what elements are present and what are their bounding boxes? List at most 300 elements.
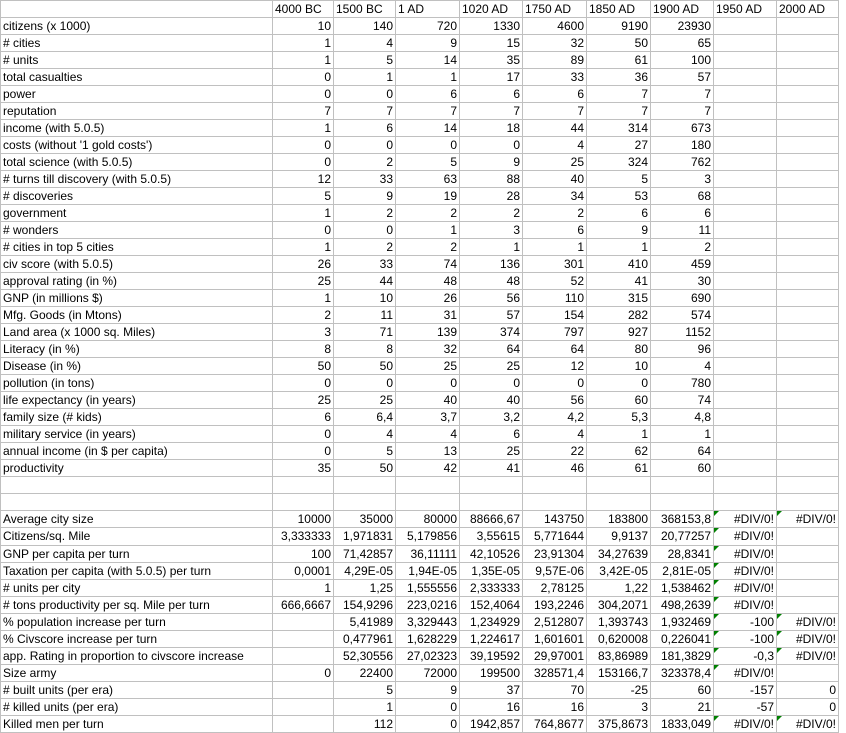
value-cell[interactable]: 15 — [460, 35, 523, 52]
value-cell[interactable] — [777, 103, 839, 120]
value-cell[interactable]: 83,86989 — [587, 647, 651, 664]
value-cell[interactable]: 1 — [396, 222, 460, 239]
column-header[interactable]: 2000 AD — [777, 1, 839, 18]
row-label-cell[interactable]: Literacy (in %) — [1, 341, 273, 358]
value-cell[interactable] — [777, 307, 839, 324]
row-label-cell[interactable]: # turns till discovery (with 5.0.5) — [1, 171, 273, 188]
value-cell[interactable]: 1,25 — [334, 579, 396, 596]
value-cell[interactable] — [714, 290, 777, 307]
value-cell[interactable]: 410 — [587, 256, 651, 273]
row-label-cell[interactable]: Killed men per turn — [1, 715, 273, 732]
value-cell[interactable] — [714, 426, 777, 443]
value-cell[interactable]: 8 — [334, 341, 396, 358]
value-cell[interactable]: 574 — [651, 307, 714, 324]
value-cell[interactable]: 4600 — [523, 18, 587, 35]
column-header[interactable]: 1020 AD — [460, 1, 523, 18]
value-cell[interactable]: 199500 — [460, 664, 523, 681]
row-label-cell[interactable]: # tons productivity per sq. Mile per turn — [1, 596, 273, 613]
value-cell[interactable]: 41 — [587, 273, 651, 290]
value-cell[interactable]: 28 — [460, 188, 523, 205]
value-cell[interactable]: 1 — [273, 120, 334, 137]
value-cell[interactable] — [651, 494, 714, 511]
value-cell[interactable]: 301 — [523, 256, 587, 273]
value-cell[interactable]: 12 — [523, 358, 587, 375]
value-cell[interactable] — [273, 613, 334, 630]
value-cell[interactable]: 29,97001 — [523, 647, 587, 664]
value-cell[interactable] — [777, 120, 839, 137]
value-cell[interactable] — [273, 681, 334, 698]
value-cell[interactable]: 50 — [587, 35, 651, 52]
value-cell[interactable]: 22400 — [334, 664, 396, 681]
value-cell[interactable]: 1,94E-05 — [396, 562, 460, 579]
value-cell[interactable]: 193,2246 — [523, 596, 587, 613]
value-cell[interactable]: 1,628229 — [396, 630, 460, 647]
value-cell[interactable]: 0 — [777, 698, 839, 715]
value-cell[interactable]: 183800 — [587, 511, 651, 528]
column-header[interactable]: 1950 AD — [714, 1, 777, 18]
value-cell[interactable]: 6,4 — [334, 409, 396, 426]
value-cell[interactable]: 48 — [396, 273, 460, 290]
value-cell[interactable]: 0,0001 — [273, 562, 334, 579]
value-cell[interactable]: 4 — [651, 358, 714, 375]
value-cell[interactable]: 25 — [460, 358, 523, 375]
value-cell[interactable]: 0 — [334, 137, 396, 154]
value-cell[interactable]: 6 — [587, 205, 651, 222]
value-cell[interactable]: 44 — [523, 120, 587, 137]
value-cell[interactable]: 1 — [587, 239, 651, 256]
value-cell[interactable]: 0 — [334, 375, 396, 392]
value-cell[interactable]: 4,8 — [651, 409, 714, 426]
row-label-cell[interactable]: Disease (in %) — [1, 358, 273, 375]
value-cell[interactable]: 19 — [396, 188, 460, 205]
value-cell[interactable]: 1152 — [651, 324, 714, 341]
value-cell[interactable]: 0 — [273, 69, 334, 86]
value-cell[interactable]: 5 — [273, 188, 334, 205]
error-cell[interactable]: #DIV/0! — [714, 664, 777, 681]
value-cell[interactable]: 0 — [273, 375, 334, 392]
value-cell[interactable]: 5,3 — [587, 409, 651, 426]
value-cell[interactable]: 136 — [460, 256, 523, 273]
column-header[interactable]: 1500 BC — [334, 1, 396, 18]
value-cell[interactable]: 70 — [523, 681, 587, 698]
row-label-cell[interactable]: Taxation per capita (with 5.0.5) per turn — [1, 562, 273, 579]
value-cell[interactable]: 0 — [460, 137, 523, 154]
value-cell[interactable]: 16 — [460, 698, 523, 715]
value-cell[interactable] — [714, 69, 777, 86]
value-cell[interactable]: 89 — [523, 52, 587, 69]
value-cell[interactable] — [777, 205, 839, 222]
value-cell[interactable] — [714, 358, 777, 375]
error-cell[interactable]: #DIV/0! — [714, 545, 777, 562]
value-cell[interactable]: 28,8341 — [651, 545, 714, 562]
value-cell[interactable] — [777, 426, 839, 443]
value-cell[interactable]: 23,91304 — [523, 545, 587, 562]
value-cell[interactable]: 6 — [523, 222, 587, 239]
value-cell[interactable]: 48 — [460, 273, 523, 290]
value-cell[interactable]: 1 — [273, 579, 334, 596]
value-cell[interactable]: 154 — [523, 307, 587, 324]
value-cell[interactable]: 6 — [651, 205, 714, 222]
value-cell[interactable]: -57 — [714, 698, 777, 715]
row-label-cell[interactable]: # cities in top 5 cities — [1, 239, 273, 256]
value-cell[interactable] — [777, 341, 839, 358]
value-cell[interactable]: 25 — [273, 273, 334, 290]
value-cell[interactable]: 315 — [587, 290, 651, 307]
value-cell[interactable]: 3,7 — [396, 409, 460, 426]
value-cell[interactable]: 3,329443 — [396, 613, 460, 630]
value-cell[interactable]: 44 — [334, 273, 396, 290]
value-cell[interactable]: 64 — [460, 341, 523, 358]
value-cell[interactable]: 2 — [460, 205, 523, 222]
value-cell[interactable] — [714, 52, 777, 69]
value-cell[interactable]: 52 — [523, 273, 587, 290]
value-cell[interactable]: 6 — [460, 86, 523, 103]
value-cell[interactable] — [777, 273, 839, 290]
value-cell[interactable]: 57 — [651, 69, 714, 86]
value-cell[interactable]: 223,0216 — [396, 596, 460, 613]
row-label-cell[interactable]: productivity — [1, 460, 273, 477]
value-cell[interactable]: 71 — [334, 324, 396, 341]
value-cell[interactable]: 30 — [651, 273, 714, 290]
value-cell[interactable]: 40 — [460, 392, 523, 409]
value-cell[interactable] — [273, 698, 334, 715]
value-cell[interactable]: 328571,4 — [523, 664, 587, 681]
value-cell[interactable]: 323378,4 — [651, 664, 714, 681]
value-cell[interactable] — [777, 545, 839, 562]
value-cell[interactable] — [777, 18, 839, 35]
value-cell[interactable] — [777, 460, 839, 477]
value-cell[interactable]: 10000 — [273, 511, 334, 528]
row-label-cell[interactable]: % population increase per turn — [1, 613, 273, 630]
value-cell[interactable]: 304,2071 — [587, 596, 651, 613]
value-cell[interactable] — [777, 171, 839, 188]
value-cell[interactable]: 143750 — [523, 511, 587, 528]
value-cell[interactable]: 0 — [460, 375, 523, 392]
value-cell[interactable]: 50 — [273, 358, 334, 375]
value-cell[interactable] — [777, 256, 839, 273]
row-label-cell[interactable]: civ score (with 5.0.5) — [1, 256, 273, 273]
value-cell[interactable]: 64 — [523, 341, 587, 358]
column-header[interactable]: 4000 BC — [273, 1, 334, 18]
value-cell[interactable] — [777, 579, 839, 596]
error-cell[interactable]: #DIV/0! — [714, 715, 777, 732]
row-label-cell[interactable]: Size army — [1, 664, 273, 681]
value-cell[interactable] — [714, 103, 777, 120]
value-cell[interactable]: 9,9137 — [587, 528, 651, 545]
value-cell[interactable]: 1,555556 — [396, 579, 460, 596]
row-label-cell[interactable]: total science (with 5.0.5) — [1, 154, 273, 171]
value-cell[interactable] — [714, 256, 777, 273]
value-cell[interactable]: 1,601601 — [523, 630, 587, 647]
value-cell[interactable]: 65 — [651, 35, 714, 52]
value-cell[interactable] — [273, 630, 334, 647]
value-cell[interactable]: 50 — [334, 460, 396, 477]
row-label-cell[interactable]: Average city size — [1, 511, 273, 528]
value-cell[interactable]: 0 — [396, 137, 460, 154]
error-cell[interactable]: -0,3 — [714, 647, 777, 664]
value-cell[interactable]: 40 — [523, 171, 587, 188]
value-cell[interactable]: 20,77257 — [651, 528, 714, 545]
value-cell[interactable]: 7 — [587, 86, 651, 103]
value-cell[interactable]: 23930 — [651, 18, 714, 35]
value-cell[interactable]: 0,620008 — [587, 630, 651, 647]
value-cell[interactable] — [777, 443, 839, 460]
value-cell[interactable]: 56 — [523, 392, 587, 409]
value-cell[interactable]: 41 — [460, 460, 523, 477]
value-cell[interactable] — [777, 324, 839, 341]
value-cell[interactable]: 1833,049 — [651, 715, 714, 732]
value-cell[interactable]: 88 — [460, 171, 523, 188]
value-cell[interactable] — [777, 154, 839, 171]
value-cell[interactable]: 4 — [523, 137, 587, 154]
value-cell[interactable]: 72000 — [396, 664, 460, 681]
value-cell[interactable]: 927 — [587, 324, 651, 341]
value-cell[interactable]: 1,35E-05 — [460, 562, 523, 579]
row-label-cell[interactable]: GNP per capita per turn — [1, 545, 273, 562]
value-cell[interactable] — [777, 494, 839, 511]
value-cell[interactable]: 9,57E-06 — [523, 562, 587, 579]
value-cell[interactable]: 71,42857 — [334, 545, 396, 562]
value-cell[interactable]: 25 — [523, 154, 587, 171]
value-cell[interactable]: 7 — [651, 86, 714, 103]
value-cell[interactable]: 1,234929 — [460, 613, 523, 630]
value-cell[interactable]: 5 — [587, 171, 651, 188]
value-cell[interactable]: 1 — [396, 69, 460, 86]
value-cell[interactable]: 5,41989 — [334, 613, 396, 630]
value-cell[interactable]: 112 — [334, 715, 396, 732]
value-cell[interactable]: 2 — [396, 205, 460, 222]
value-cell[interactable]: 139 — [396, 324, 460, 341]
column-header[interactable]: 1900 AD — [651, 1, 714, 18]
value-cell[interactable] — [714, 307, 777, 324]
value-cell[interactable]: 180 — [651, 137, 714, 154]
value-cell[interactable]: 0 — [396, 698, 460, 715]
value-cell[interactable] — [777, 290, 839, 307]
value-cell[interactable]: 33 — [334, 256, 396, 273]
value-cell[interactable] — [714, 120, 777, 137]
value-cell[interactable]: 0 — [523, 375, 587, 392]
value-cell[interactable]: 4,2 — [523, 409, 587, 426]
value-cell[interactable]: 459 — [651, 256, 714, 273]
value-cell[interactable]: 762 — [651, 154, 714, 171]
value-cell[interactable]: 25 — [396, 358, 460, 375]
value-cell[interactable]: 2,78125 — [523, 579, 587, 596]
value-cell[interactable]: 5 — [334, 443, 396, 460]
value-cell[interactable]: 282 — [587, 307, 651, 324]
error-cell[interactable]: #DIV/0! — [777, 630, 839, 647]
row-label-cell[interactable]: # cities — [1, 35, 273, 52]
value-cell[interactable] — [714, 341, 777, 358]
value-cell[interactable]: 9 — [460, 154, 523, 171]
value-cell[interactable]: 7 — [460, 103, 523, 120]
value-cell[interactable] — [714, 154, 777, 171]
value-cell[interactable] — [714, 222, 777, 239]
value-cell[interactable]: 0 — [273, 154, 334, 171]
value-cell[interactable]: 80000 — [396, 511, 460, 528]
value-cell[interactable]: 7 — [651, 103, 714, 120]
value-cell[interactable]: 0 — [273, 137, 334, 154]
value-cell[interactable]: 9 — [396, 35, 460, 52]
value-cell[interactable]: 2 — [334, 154, 396, 171]
value-cell[interactable] — [334, 494, 396, 511]
value-cell[interactable] — [273, 494, 334, 511]
value-cell[interactable] — [777, 409, 839, 426]
value-cell[interactable]: 63 — [396, 171, 460, 188]
row-label-cell[interactable]: reputation — [1, 103, 273, 120]
error-cell[interactable]: #DIV/0! — [714, 562, 777, 579]
value-cell[interactable]: 375,8673 — [587, 715, 651, 732]
error-cell[interactable]: #DIV/0! — [714, 596, 777, 613]
value-cell[interactable] — [396, 477, 460, 494]
value-cell[interactable]: 2 — [523, 205, 587, 222]
value-cell[interactable]: 26 — [396, 290, 460, 307]
column-header[interactable]: 1 AD — [396, 1, 460, 18]
value-cell[interactable]: 50 — [334, 358, 396, 375]
value-cell[interactable]: 33 — [334, 171, 396, 188]
value-cell[interactable]: 7 — [273, 103, 334, 120]
value-cell[interactable] — [714, 375, 777, 392]
value-cell[interactable]: 42,10526 — [460, 545, 523, 562]
value-cell[interactable]: 1 — [334, 69, 396, 86]
value-cell[interactable]: 17 — [460, 69, 523, 86]
value-cell[interactable]: 7 — [334, 103, 396, 120]
value-cell[interactable] — [651, 477, 714, 494]
value-cell[interactable] — [273, 715, 334, 732]
value-cell[interactable] — [714, 188, 777, 205]
value-cell[interactable]: 10 — [334, 290, 396, 307]
value-cell[interactable]: 12 — [273, 171, 334, 188]
value-cell[interactable] — [714, 18, 777, 35]
value-cell[interactable] — [587, 494, 651, 511]
value-cell[interactable]: 100 — [273, 545, 334, 562]
value-cell[interactable]: 34,27639 — [587, 545, 651, 562]
value-cell[interactable]: 1 — [273, 52, 334, 69]
value-cell[interactable]: 324 — [587, 154, 651, 171]
value-cell[interactable]: 5,179856 — [396, 528, 460, 545]
value-cell[interactable]: 1 — [273, 35, 334, 52]
value-cell[interactable] — [273, 647, 334, 664]
value-cell[interactable]: 2 — [334, 239, 396, 256]
value-cell[interactable]: 1 — [273, 290, 334, 307]
value-cell[interactable]: 60 — [651, 460, 714, 477]
value-cell[interactable] — [460, 477, 523, 494]
value-cell[interactable]: 5,771644 — [523, 528, 587, 545]
error-cell[interactable]: #DIV/0! — [777, 613, 839, 630]
value-cell[interactable]: 1 — [273, 239, 334, 256]
value-cell[interactable]: 0 — [273, 222, 334, 239]
value-cell[interactable]: 673 — [651, 120, 714, 137]
value-cell[interactable]: 35 — [273, 460, 334, 477]
value-cell[interactable]: 11 — [651, 222, 714, 239]
value-cell[interactable]: 152,4064 — [460, 596, 523, 613]
value-cell[interactable]: 0,477961 — [334, 630, 396, 647]
value-cell[interactable]: 1,538462 — [651, 579, 714, 596]
value-cell[interactable]: 797 — [523, 324, 587, 341]
value-cell[interactable]: 4 — [334, 35, 396, 52]
value-cell[interactable] — [777, 239, 839, 256]
value-cell[interactable]: 36,11111 — [396, 545, 460, 562]
value-cell[interactable]: 3,42E-05 — [587, 562, 651, 579]
value-cell[interactable]: 1,932469 — [651, 613, 714, 630]
value-cell[interactable]: 4 — [396, 426, 460, 443]
value-cell[interactable]: 0 — [273, 664, 334, 681]
value-cell[interactable]: 25 — [460, 443, 523, 460]
value-cell[interactable]: 56 — [460, 290, 523, 307]
value-cell[interactable] — [587, 477, 651, 494]
value-cell[interactable]: 5 — [334, 52, 396, 69]
value-cell[interactable]: 3 — [273, 324, 334, 341]
row-label-cell[interactable]: # discoveries — [1, 188, 273, 205]
value-cell[interactable]: 1,224617 — [460, 630, 523, 647]
value-cell[interactable]: 13 — [396, 443, 460, 460]
value-cell[interactable] — [777, 86, 839, 103]
value-cell[interactable]: 18 — [460, 120, 523, 137]
value-cell[interactable]: 27 — [587, 137, 651, 154]
value-cell[interactable] — [714, 273, 777, 290]
row-label-cell[interactable]: % Civscore increase per turn — [1, 630, 273, 647]
value-cell[interactable] — [460, 494, 523, 511]
value-cell[interactable]: 2 — [273, 307, 334, 324]
value-cell[interactable]: 53 — [587, 188, 651, 205]
error-cell[interactable]: -100 — [714, 630, 777, 647]
value-cell[interactable]: 6 — [334, 120, 396, 137]
value-cell[interactable]: 1,393743 — [587, 613, 651, 630]
value-cell[interactable] — [777, 52, 839, 69]
value-cell[interactable]: 2,512807 — [523, 613, 587, 630]
value-cell[interactable]: 25 — [273, 392, 334, 409]
value-cell[interactable]: 9 — [587, 222, 651, 239]
value-cell[interactable] — [714, 477, 777, 494]
value-cell[interactable]: 666,6667 — [273, 596, 334, 613]
value-cell[interactable] — [777, 477, 839, 494]
value-cell[interactable]: 368153,8 — [651, 511, 714, 528]
value-cell[interactable]: 6 — [396, 86, 460, 103]
value-cell[interactable]: 3 — [587, 698, 651, 715]
value-cell[interactable]: 3 — [460, 222, 523, 239]
value-cell[interactable]: 74 — [651, 392, 714, 409]
column-header[interactable]: 1850 AD — [587, 1, 651, 18]
row-label-cell[interactable]: # units per city — [1, 579, 273, 596]
value-cell[interactable]: 11 — [334, 307, 396, 324]
value-cell[interactable] — [714, 205, 777, 222]
value-cell[interactable]: 0 — [273, 86, 334, 103]
value-cell[interactable]: 3,55615 — [460, 528, 523, 545]
value-cell[interactable]: 32 — [523, 35, 587, 52]
value-cell[interactable]: 154,9296 — [334, 596, 396, 613]
value-cell[interactable] — [714, 86, 777, 103]
value-cell[interactable]: 96 — [651, 341, 714, 358]
row-label-cell[interactable]: military service (in years) — [1, 426, 273, 443]
value-cell[interactable]: 46 — [523, 460, 587, 477]
value-cell[interactable]: 100 — [651, 52, 714, 69]
value-cell[interactable]: 22 — [523, 443, 587, 460]
value-cell[interactable]: 14 — [396, 120, 460, 137]
row-label-cell[interactable]: Mfg. Goods (in Mtons) — [1, 307, 273, 324]
value-cell[interactable]: 40 — [396, 392, 460, 409]
value-cell[interactable] — [777, 392, 839, 409]
value-cell[interactable]: 0 — [334, 86, 396, 103]
value-cell[interactable]: 0 — [396, 715, 460, 732]
value-cell[interactable]: 4 — [334, 426, 396, 443]
value-cell[interactable]: 6 — [523, 86, 587, 103]
value-cell[interactable]: 1,22 — [587, 579, 651, 596]
value-cell[interactable]: 3,333333 — [273, 528, 334, 545]
value-cell[interactable]: 314 — [587, 120, 651, 137]
value-cell[interactable] — [714, 137, 777, 154]
row-label-cell[interactable]: # built units (per era) — [1, 681, 273, 698]
value-cell[interactable] — [714, 494, 777, 511]
value-cell[interactable] — [777, 222, 839, 239]
